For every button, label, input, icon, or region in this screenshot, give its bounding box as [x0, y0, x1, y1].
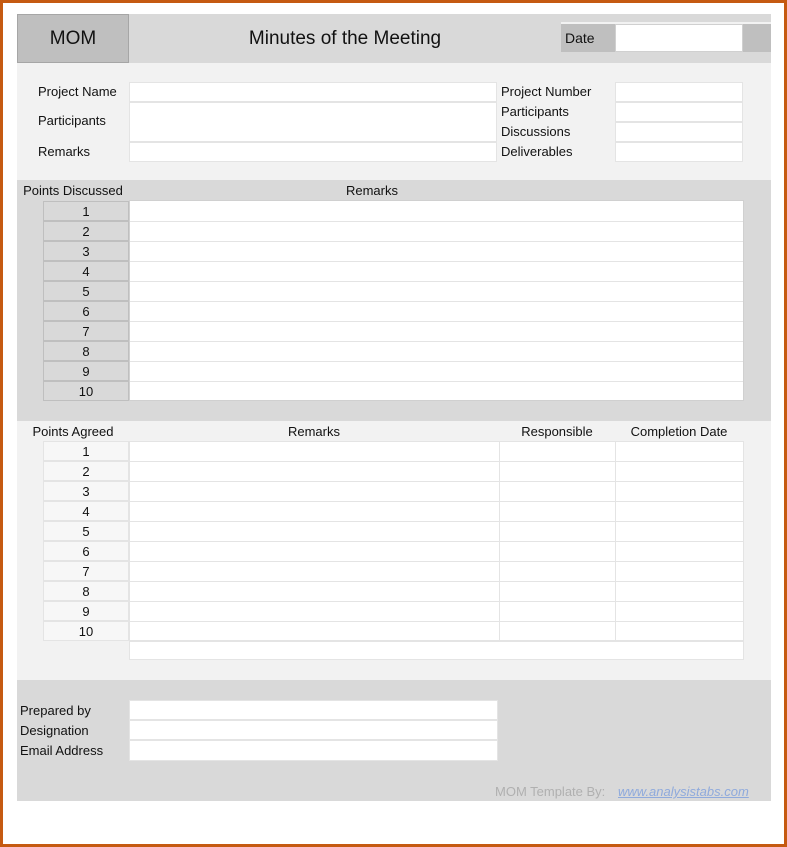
email-address-field[interactable] [129, 740, 498, 761]
discussed-row-line [130, 381, 743, 382]
designation-label: Designation [20, 723, 89, 738]
agreed-row-line [130, 601, 743, 602]
credit-link[interactable]: www.analysistabs.com [618, 784, 749, 799]
discussed-row-number: 8 [43, 341, 129, 361]
agreed-row-number: 3 [43, 481, 129, 501]
discussed-row-line [130, 281, 743, 282]
date-field[interactable] [615, 24, 743, 52]
points-discussed-header: Points Discussed [23, 183, 123, 198]
prepared-by-field[interactable] [129, 700, 498, 720]
project-name-label: Project Name [38, 84, 117, 99]
agreed-row-line [130, 501, 743, 502]
agreed-row-number: 5 [43, 521, 129, 541]
discussed-row-line [130, 341, 743, 342]
deliverables-label: Deliverables [501, 144, 573, 159]
email-address-label: Email Address [20, 743, 104, 758]
mom-badge: MOM [17, 14, 129, 63]
discussed-row-number: 3 [43, 241, 129, 261]
agreed-row-line [130, 541, 743, 542]
page-title: Minutes of the Meeting [129, 14, 561, 63]
participants-count-field[interactable] [615, 102, 743, 122]
discussed-row-line [130, 261, 743, 262]
date-right-cap [743, 24, 771, 52]
date-label: Date [561, 24, 615, 52]
remarks-field[interactable] [129, 142, 497, 162]
designation-field[interactable] [129, 720, 498, 740]
agreed-row-line [130, 561, 743, 562]
discussed-row-number: 2 [43, 221, 129, 241]
agreed-row-number: 1 [43, 441, 129, 461]
prepared-by-label: Prepared by [20, 703, 91, 718]
agreed-row-number: 8 [43, 581, 129, 601]
discussions-label: Discussions [501, 124, 571, 139]
participants-count-label: Participants [501, 104, 569, 119]
agreed-row-line [130, 621, 743, 622]
participants-label: Participants [38, 113, 106, 128]
agreed-row-line [130, 521, 743, 522]
project-number-field[interactable] [615, 82, 743, 102]
discussed-row-number: 5 [43, 281, 129, 301]
agreed-row-number: 2 [43, 461, 129, 481]
agreed-row-line [130, 581, 743, 582]
discussed-row-number: 1 [43, 201, 129, 221]
remarks-label: Remarks [38, 144, 91, 159]
responsible-header: Responsible [521, 424, 593, 439]
discussed-row-line [130, 361, 743, 362]
agreed-extra-row[interactable] [129, 641, 744, 660]
credit-text: MOM Template By: [495, 784, 606, 799]
deliverables-field[interactable] [615, 142, 743, 162]
discussed-row-line [130, 241, 743, 242]
discussed-row-number: 9 [43, 361, 129, 381]
agreed-row-number: 7 [43, 561, 129, 581]
completion-date-header: Completion Date [630, 424, 728, 439]
agreed-row-line [130, 461, 743, 462]
discussed-row-line [130, 221, 743, 222]
points-agreed-header: Points Agreed [32, 424, 114, 439]
agreed-row-number: 10 [43, 621, 129, 641]
agreed-row-number: 9 [43, 601, 129, 621]
agreed-row-number: 6 [43, 541, 129, 561]
participants-field[interactable] [129, 102, 497, 142]
discussed-row-number: 10 [43, 381, 129, 401]
discussed-remarks-header: Remarks [345, 183, 398, 198]
discussed-row-number: 4 [43, 261, 129, 281]
discussions-field[interactable] [615, 122, 743, 142]
project-name-field[interactable] [129, 82, 497, 102]
discussed-row-number: 7 [43, 321, 129, 341]
discussed-row-number: 6 [43, 301, 129, 321]
agreed-remarks-header: Remarks [287, 424, 340, 439]
discussed-row-line [130, 301, 743, 302]
agreed-row-number: 4 [43, 501, 129, 521]
discussed-row-line [130, 321, 743, 322]
project-number-label: Project Number [501, 84, 592, 99]
agreed-row-line [130, 481, 743, 482]
